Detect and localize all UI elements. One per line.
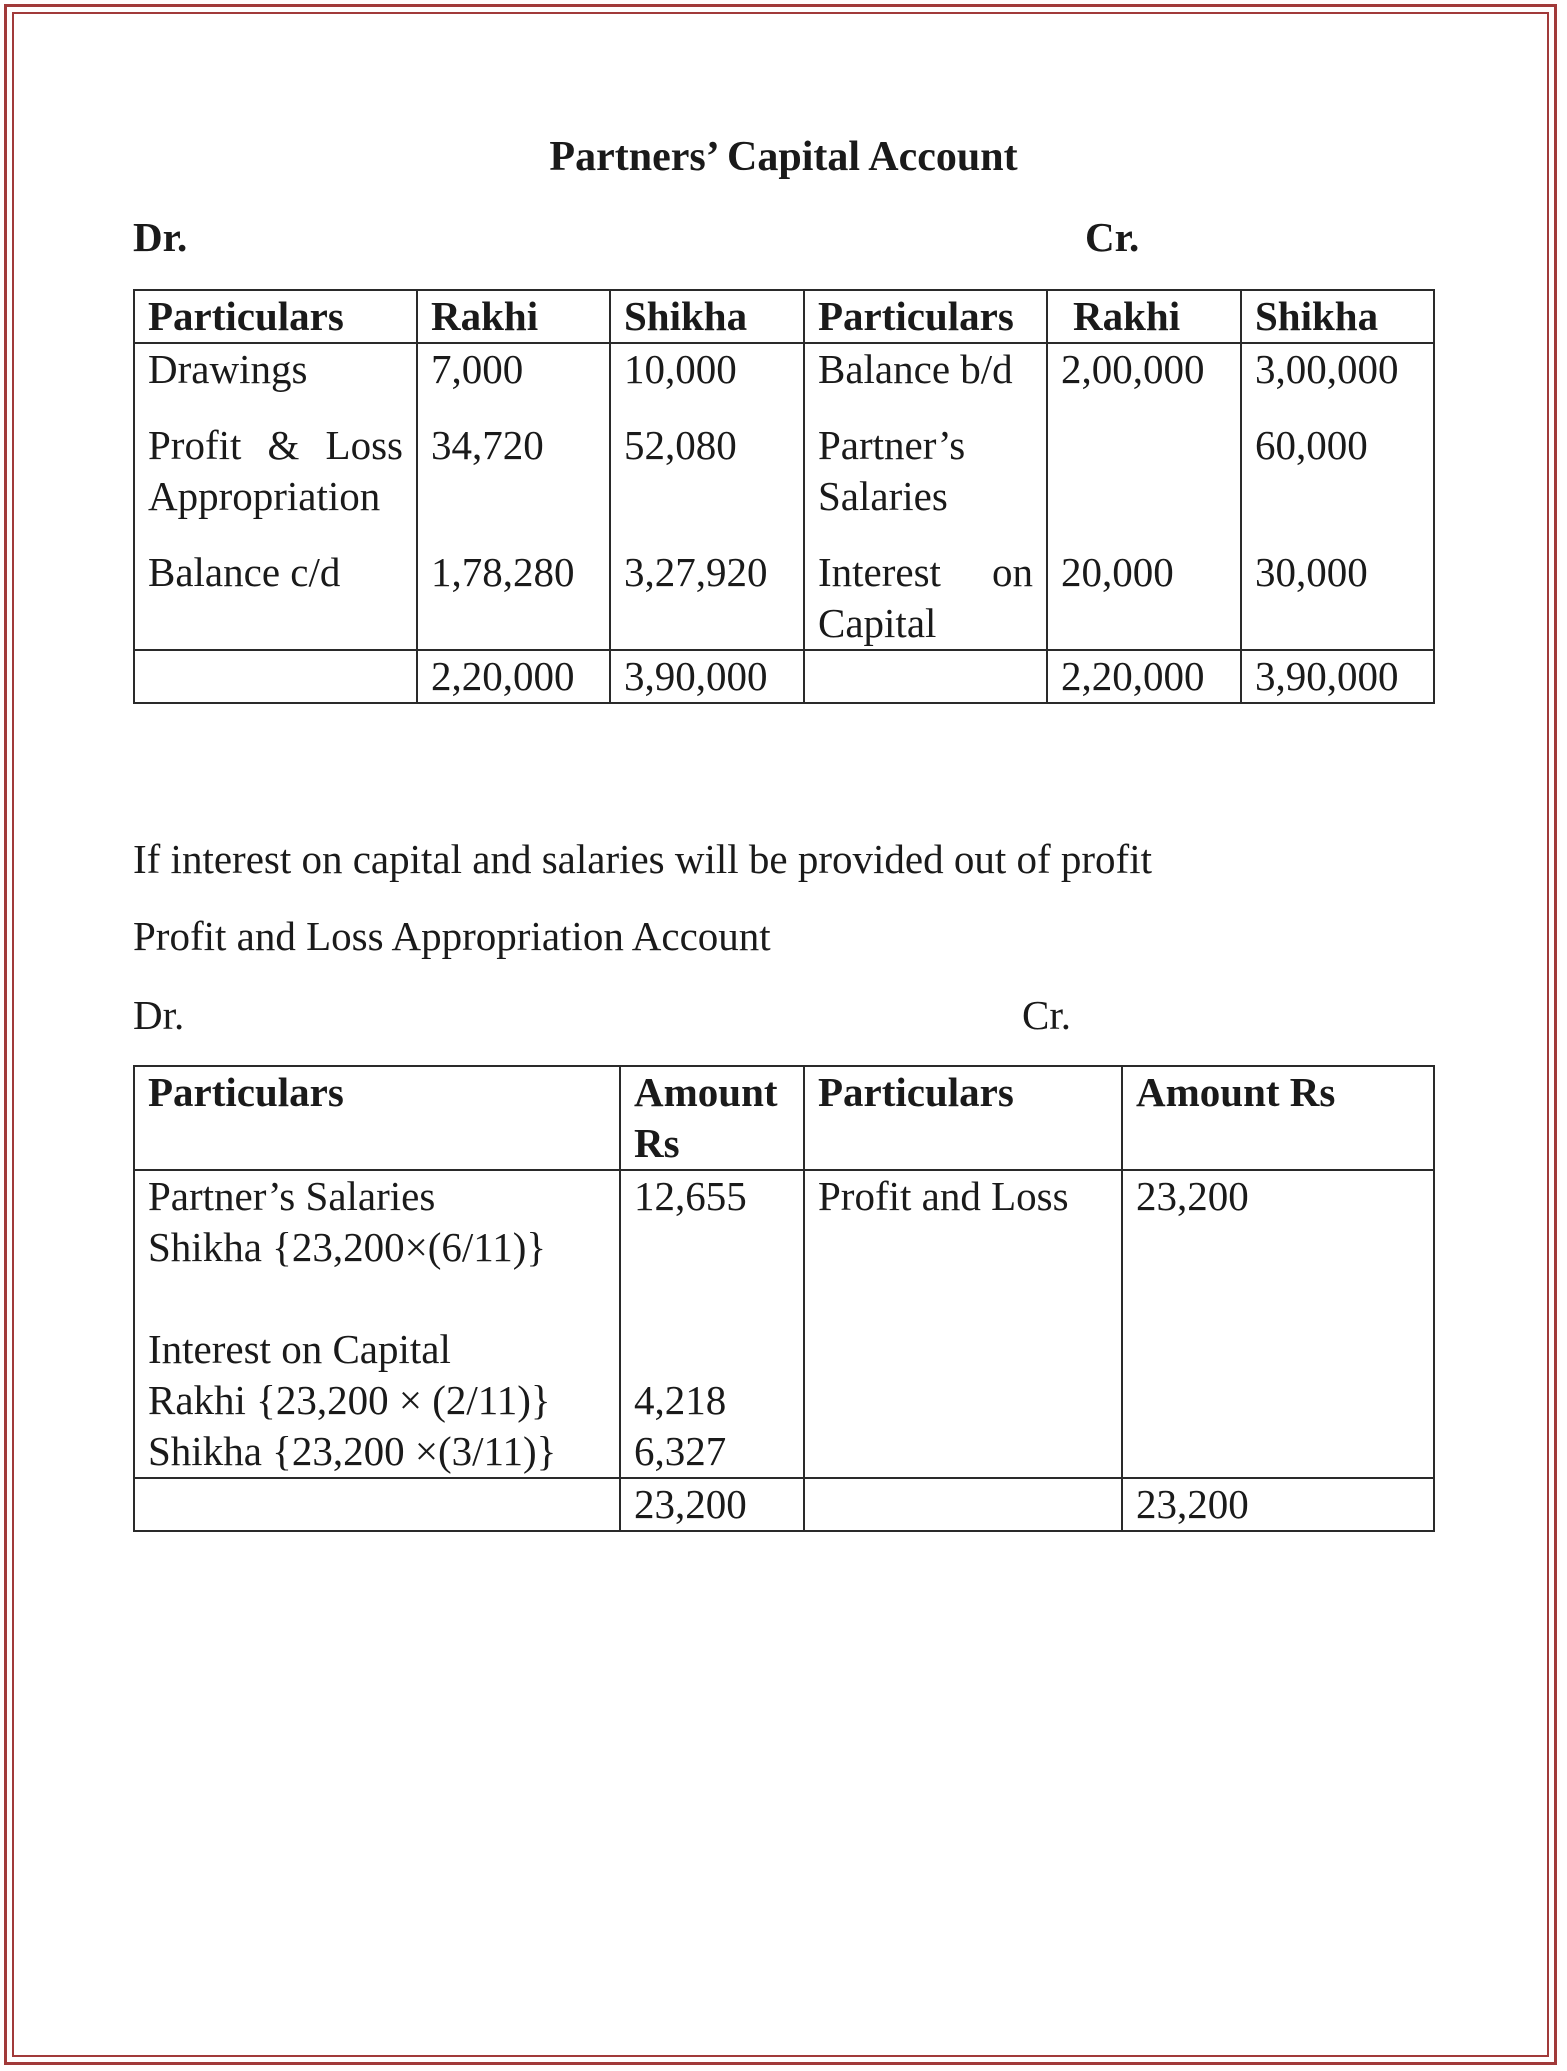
cell-pl-shikha: 52,080 xyxy=(610,420,804,522)
header-particulars-right: Particulars xyxy=(804,1066,1122,1170)
cell-total-rakhi-left: 2,20,000 xyxy=(417,650,610,703)
cell-appropriation-total-blank-right xyxy=(804,1478,1122,1531)
cell-balance-bd-rakhi: 2,00,000 xyxy=(1047,343,1241,395)
cell-drawings-rakhi: 7,000 xyxy=(417,343,610,395)
cell-salaries-shikha: 60,000 xyxy=(1241,420,1434,522)
cell-balance-cd: Balance c/d xyxy=(134,547,417,650)
header-amount-left: Amount Rs xyxy=(620,1066,804,1170)
cell-appropriation-left-particulars xyxy=(134,1170,620,1478)
cell-balance-cd-shikha: 3,27,920 xyxy=(610,547,804,650)
amount-salaries: 12,655 xyxy=(634,1173,747,1219)
capital-header-row xyxy=(134,290,1434,343)
cell-pl-rakhi: 34,720 xyxy=(417,420,610,522)
line-interest-shikha: Shikha {23,200 ×(3/11)} xyxy=(148,1428,557,1474)
amount-interest-shikha: 6,327 xyxy=(634,1428,727,1474)
appropriation-dr-label: Dr. xyxy=(133,992,185,1038)
line-interest-on-capital: Interest on Capital xyxy=(148,1326,451,1372)
cell-total-rakhi-right: 2,20,000 xyxy=(1047,650,1241,703)
cell-pl-appropriation: Profit & Loss Appropriation xyxy=(134,420,417,522)
appropriation-table xyxy=(133,1065,1435,1532)
cell-total-shikha-left: 3,90,000 xyxy=(610,650,804,703)
header-rakhi-left: Rakhi xyxy=(417,290,610,343)
capital-cr-label: Cr. xyxy=(1085,214,1140,260)
cell-appropriation-total-right: 23,200 xyxy=(1122,1478,1434,1531)
cell-balance-bd: Balance b/d xyxy=(804,343,1047,395)
cell-balance-bd-shikha: 3,00,000 xyxy=(1241,343,1434,395)
cell-profit-amount: 23,200 xyxy=(1122,1170,1434,1478)
header-particulars-left: Particulars xyxy=(134,290,417,343)
header-particulars-right: Particulars xyxy=(804,290,1047,343)
note-text: If interest on capital and salaries will be provided out of profit xyxy=(133,836,1152,882)
appropriation-total-row xyxy=(134,1478,1434,1531)
cell-total-blank-right xyxy=(804,650,1047,703)
appropriation-cr-label: Cr. xyxy=(1022,992,1071,1038)
cell-balance-cd-rakhi: 1,78,280 xyxy=(417,547,610,650)
cell-total-blank-left xyxy=(134,650,417,703)
header-particulars-left: Particulars xyxy=(134,1066,620,1170)
cell-partners-salaries: Partner’s Salaries xyxy=(804,420,1047,522)
cell-interest-on-capital: Interest on Capital xyxy=(804,547,1047,650)
cell-interest-rakhi: 20,000 xyxy=(1047,547,1241,650)
header-rakhi-right: Rakhi xyxy=(1047,290,1241,343)
capital-row-3 xyxy=(134,547,1434,650)
cell-drawings: Drawings xyxy=(134,343,417,395)
appropriation-body-row xyxy=(134,1170,1434,1478)
header-shikha-right: Shikha xyxy=(1241,290,1434,343)
cell-appropriation-total-left: 23,200 xyxy=(620,1478,804,1531)
appropriation-title: Profit and Loss Appropriation Account xyxy=(133,913,771,959)
cell-salaries-rakhi xyxy=(1047,420,1241,522)
cell-total-shikha-right: 3,90,000 xyxy=(1241,650,1434,703)
header-shikha-left: Shikha xyxy=(610,290,804,343)
capital-total-row xyxy=(134,650,1434,703)
amount-interest-rakhi: 4,218 xyxy=(634,1377,727,1423)
cell-appropriation-total-blank-left xyxy=(134,1478,620,1531)
line-salaries-shikha: Shikha {23,200×(6/11)} xyxy=(148,1224,547,1270)
capital-row-2 xyxy=(134,420,1434,522)
cell-profit-and-loss: Profit and Loss xyxy=(804,1170,1122,1478)
capital-dr-label: Dr. xyxy=(133,214,188,260)
line-partners-salaries: Partner’s Salaries xyxy=(148,1173,436,1219)
capital-account-title: Partners’ Capital Account xyxy=(549,134,1018,180)
cell-drawings-shikha: 10,000 xyxy=(610,343,804,395)
cell-interest-shikha: 30,000 xyxy=(1241,547,1434,650)
header-amount-right: Amount Rs xyxy=(1122,1066,1434,1170)
line-interest-rakhi: Rakhi {23,200 × (2/11)} xyxy=(148,1377,551,1423)
capital-account-table xyxy=(133,289,1435,704)
capital-row-1 xyxy=(134,343,1434,395)
cell-appropriation-left-amounts xyxy=(620,1170,804,1478)
appropriation-header-row xyxy=(134,1066,1434,1170)
